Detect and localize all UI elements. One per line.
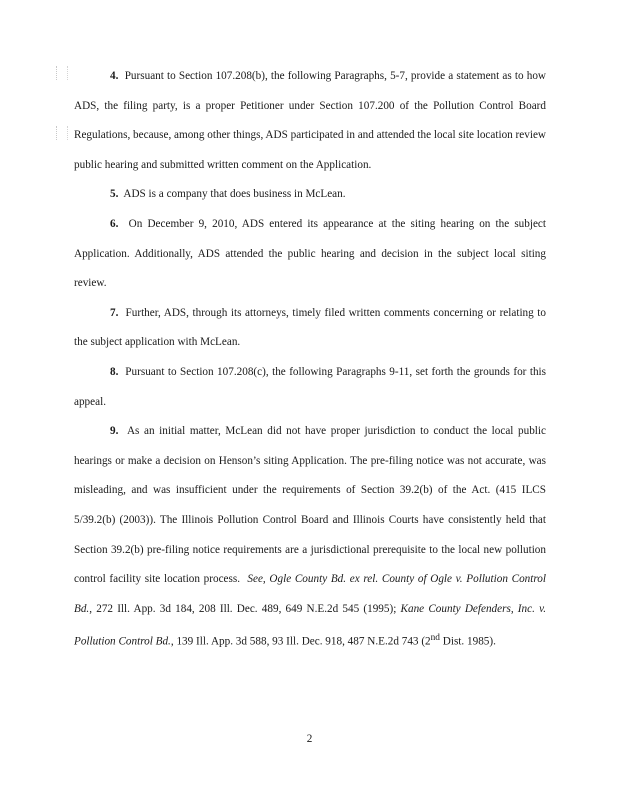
paragraph-text: ADS is a company that does business in McLean. <box>123 188 346 201</box>
paragraph-number: 9. <box>110 425 119 438</box>
paragraph-6 <box>74 210 546 299</box>
citation-reporter: , 139 Ill. App. 3d 588, 93 Ill. Dec. 918, 487 N.E.2d 743 (2 <box>170 636 431 649</box>
paragraph-9 <box>74 417 546 657</box>
paragraph-text: Further, ADS, through its attorneys, timely filed written comments concerning or relating to the subject application with McLean. <box>74 306 547 349</box>
page-number: 2 <box>306 733 313 745</box>
paragraph-number: 6. <box>110 217 119 230</box>
paragraph-number: 5. <box>110 188 119 201</box>
case-citation-ogle: See, Ogle County Bd. ex rel. County of Ogle v. Pollution Control Bd. <box>74 573 547 615</box>
ordinal-suffix: nd <box>430 633 440 644</box>
paragraph-text: Pursuant to Section 107.208(c), the following Paragraphs 9-11, set forth the grounds for this appeal. <box>74 365 546 408</box>
paragraph-4 <box>74 62 546 180</box>
margin-scan-mark <box>56 126 68 140</box>
paragraph-7 <box>74 299 546 358</box>
paragraph-number: 7. <box>110 306 119 319</box>
case-citation-kane: Kane County Defenders, Inc. v. Pollution Control Bd. <box>74 602 547 649</box>
document-body <box>74 62 546 658</box>
paragraph-text: On December 9, 2010, ADS entered its appearance at the siting hearing on the subject Application. Additionally, ADS attended the public hearing and decision in the subject local siting review. <box>74 217 547 290</box>
paragraph-text: As an initial matter, McLean did not have proper jurisdiction to conduct the local public hearings or make a decision on Henson’s siting Application. The pre-filing notice was not accurate, was misleading, and was insufficient under the requirements of Section 39.2(b) of the Act. (415 ILCS 5/39.2(b) (2003)). The Illinois Pollution Control Board and Illinois Courts have consistently held that Section 39.2(b) pre-filing notice requirements are a jurisdictional prerequisite to the local new pollution control facility site location process. <box>74 425 546 586</box>
paragraph-number: 8. <box>110 365 119 378</box>
paragraph-text: Pursuant to Section 107.208(b), the following Paragraphs, 5-7, provide a statement as to how ADS, the filing party, is a proper Petitioner under Section 107.200 of the Pollution Control Board Regulations, because, among other things, ADS participated in and attended the local site location review public hearing and submitted written comment on the Application. <box>74 70 546 171</box>
paragraph-5 <box>74 180 546 210</box>
citation-reporter: , 272 Ill. App. 3d 184, 208 Ill. Dec. 489, 649 N.E.2d 545 (1995); <box>89 602 397 615</box>
paragraph-8 <box>74 358 546 417</box>
citation-court: Dist. 1985). <box>439 636 496 649</box>
margin-scan-mark <box>56 66 68 80</box>
paragraph-number: 4. <box>110 70 119 82</box>
